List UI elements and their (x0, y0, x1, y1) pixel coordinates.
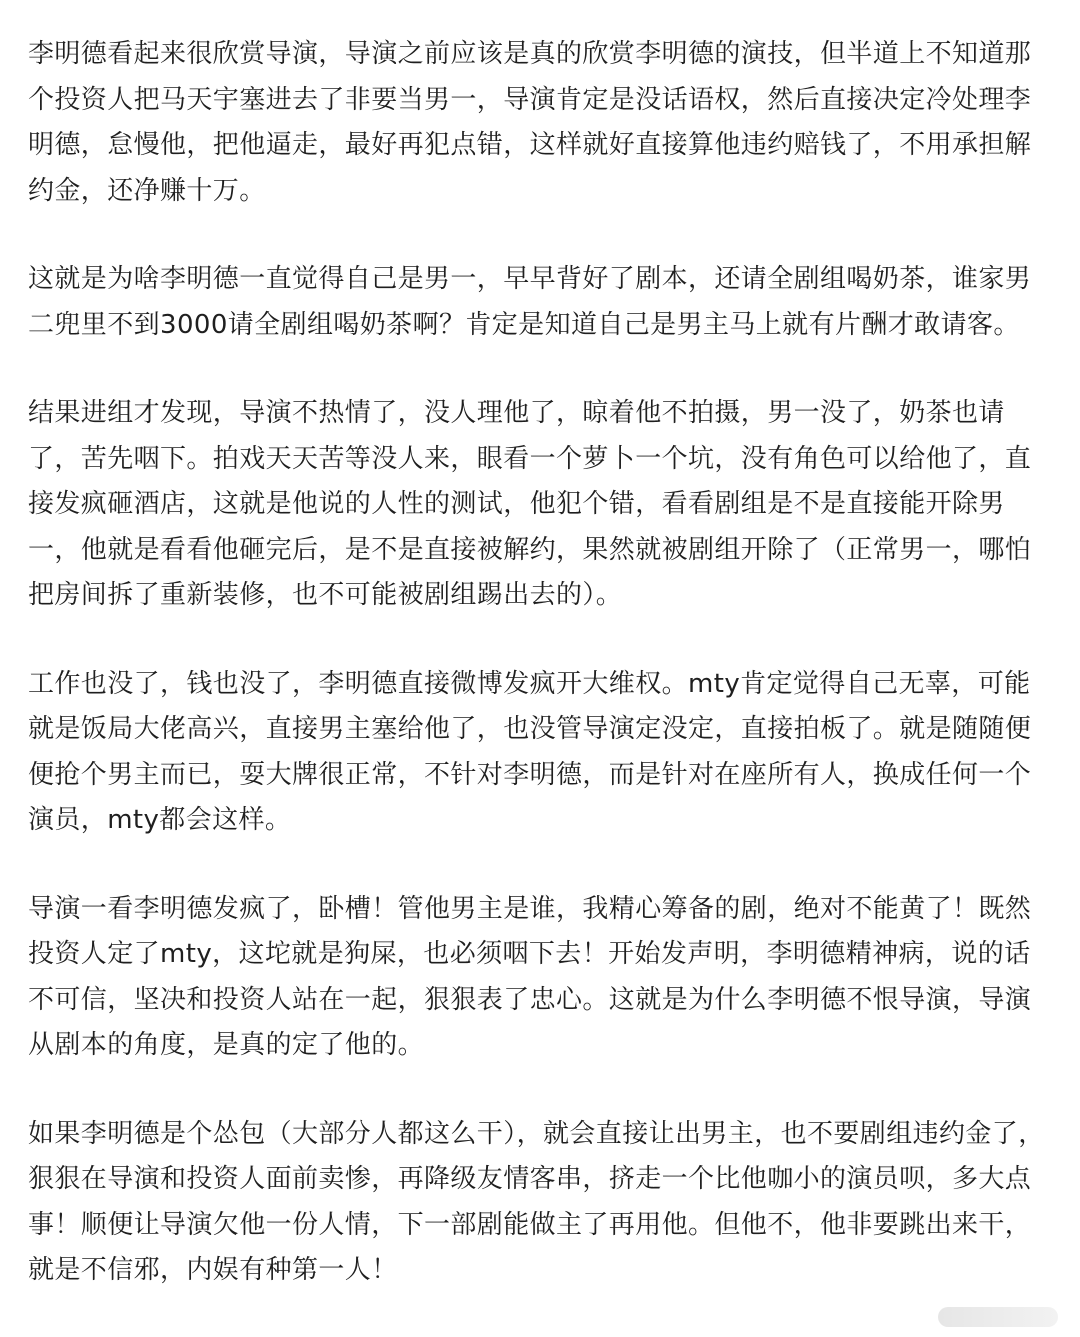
paragraph-5: 导演一看李明德发疯了，卧槽！管他男主是谁，我精心筹备的剧，绝对不能黄了！既然投资人定了mty，这坨就是狗屎，也必须咽下去！开始发声明，李明德精神病，说的话不可信，坚决和投资人站在一起，狠狠表了忠心。这就是为什么李明德不恨导演，导演从剧本的角度，是真的定了他的。 (28, 893, 1032, 1060)
paragraph-3: 结果进组才发现，导演不热情了，没人理他了，晾着他不拍摄，男一没了，奶茶也请了，苦先咽下。拍戏天天苦等没人来，眼看一个萝卜一个坑，没有角色可以给他了，直接发疯砸酒店，这就是他说的人性的测试，他犯个错，看看剧组是不是直接能开除男一，他就是看看他砸完后，是不是直接被解约，果然就被剧组开除了（正常男一，哪怕把房间拆了重新装修，也不可能被剧组踢出去的）。 (28, 398, 1032, 610)
article-body (28, 32, 1052, 1294)
paragraph-1: 李明德看起来很欣赏导演，导演之前应该是真的欣赏李明德的演技，但半道上不知道那个投资人把马天宇塞进去了非要当男一，导演肯定是没话语权，然后直接决定冷处理李明德，怠慢他，把他逼走，最好再犯点错，这样就好直接算他违约赔钱了，不用承担解约金，还净赚十万。 (28, 39, 1032, 206)
paragraph-4: 工作也没了，钱也没了，李明德直接微博发疯开大维权。mty肯定觉得自己无辜，可能就是饭局大佬高兴，直接男主塞给他了，也没管导演定没定，直接拍板了。就是随随便便抢个男主而已，耍大牌很正常，不针对李明德，而是针对在座所有人，换成任何一个演员，mty都会这样。 (28, 668, 1032, 835)
watermark-blur-icon (938, 1307, 1058, 1327)
paragraph-2: 这就是为啥李明德一直觉得自己是男一，早早背好了剧本，还请全剧组喝奶茶，谁家男二兜里不到3000请全剧组喝奶茶啊？肯定是知道自己是男主马上就有片酬才敢请客。 (28, 264, 1032, 340)
watermark (938, 1307, 1058, 1327)
paragraph-6: 如果李明德是个怂包（大部分人都这么干），就会直接让出男主，也不要剧组违约金了，狠狠在导演和投资人面前卖惨，再降级友情客串，挤走一个比他咖小的演员呗，多大点事！顺便让导演欠他一份人情，下一部剧能做主了再用他。但他不，他非要跳出来干，就是不信邪，内娱有种第一人！ (28, 1118, 1045, 1285)
